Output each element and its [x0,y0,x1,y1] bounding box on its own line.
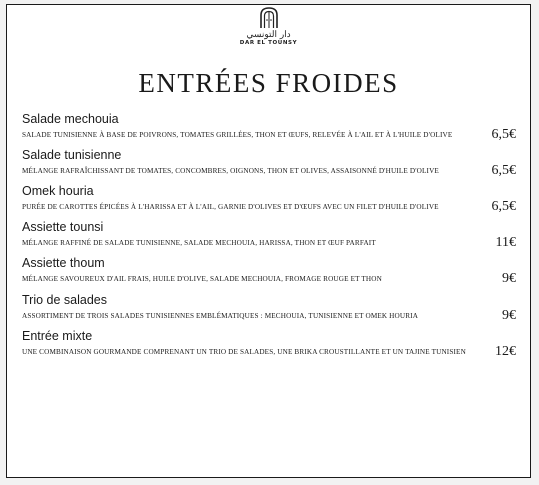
menu-item-price: 9€ [502,308,516,323]
menu-item [22,219,516,250]
brand-latin-name: DAR EL TOUNSY [239,40,298,46]
menu-item-description: MÉLANGE SAVOUREUX D'AIL FRAIS, HUILE D'OLIVE, SALADE MECHOUIA, FROMAGE ROUGE ET THON [22,275,382,283]
menu-item-name: Salade tunisienne [22,148,122,162]
door-icon [260,7,278,29]
brand-arabic-name: دار التونسي [246,30,291,40]
menu-item-description: SALADE TUNISIENNE À BASE DE POIVRONS, TOMATES GRILLÉES, THON ET ŒUFS, RELEVÉE À L'AIL ET À L'HUILE D'OLIVE [22,131,453,139]
menu-item [22,147,516,178]
menu-item-price: 12€ [495,344,516,359]
brand-logo [7,7,530,47]
menu-item-description: PURÉE DE CAROTTES ÉPICÉES À L'HARISSA ET À L'AIL, GARNIE D'OLIVES ET D'ŒUFS AVEC UN FILET D'HUILE D'OLIVE [22,203,439,211]
menu-item-description: MÉLANGE RAFRAÎCHISSANT DE TOMATES, CONCOMBRES, OIGNONS, THON ET OLIVES, ASSAISONNÉ D'HUILE D'OLIVE [22,167,439,175]
menu-item [22,111,516,142]
menu-item-price: 6,5€ [491,199,516,214]
menu-item-price: 6,5€ [491,163,516,178]
menu-item [22,292,516,323]
menu-item-description: UNE COMBINAISON GOURMANDE COMPRENANT UN TRIO DE SALADES, UNE BRIKA CROUSTILLANTE ET UN TAJINE TUNISIEN [22,348,466,356]
menu-item-name: Omek houria [22,184,94,198]
menu-page [6,4,531,478]
menu-item-description: ASSORTIMENT DE TROIS SALADES TUNISIENNES EMBLÉMATIQUES : MECHOUIA, TUNISIENNE ET OMEK HOURIA [22,312,419,320]
menu-item-name: Assiette tounsi [22,220,104,234]
menu-item-name: Entrée mixte [22,329,93,343]
menu-item-price: 11€ [495,235,516,250]
menu-item [22,328,516,359]
menu-item [22,255,516,286]
menu-item-name: Trio de salades [22,293,107,307]
section-title: ENTRÉES FROIDES [138,68,399,98]
menu-item-name: Assiette thoum [22,256,105,270]
menu-item-price: 9€ [502,271,516,286]
menu-item [22,183,516,214]
menu-item-price: 6,5€ [491,127,516,142]
menu-item-name: Salade mechouia [22,112,119,126]
menu-item-description: MÉLANGE RAFFINÉ DE SALADE TUNISIENNE, SALADE MECHOUIA, HARISSA, THON ET ŒUF PARFAIT [22,239,376,247]
